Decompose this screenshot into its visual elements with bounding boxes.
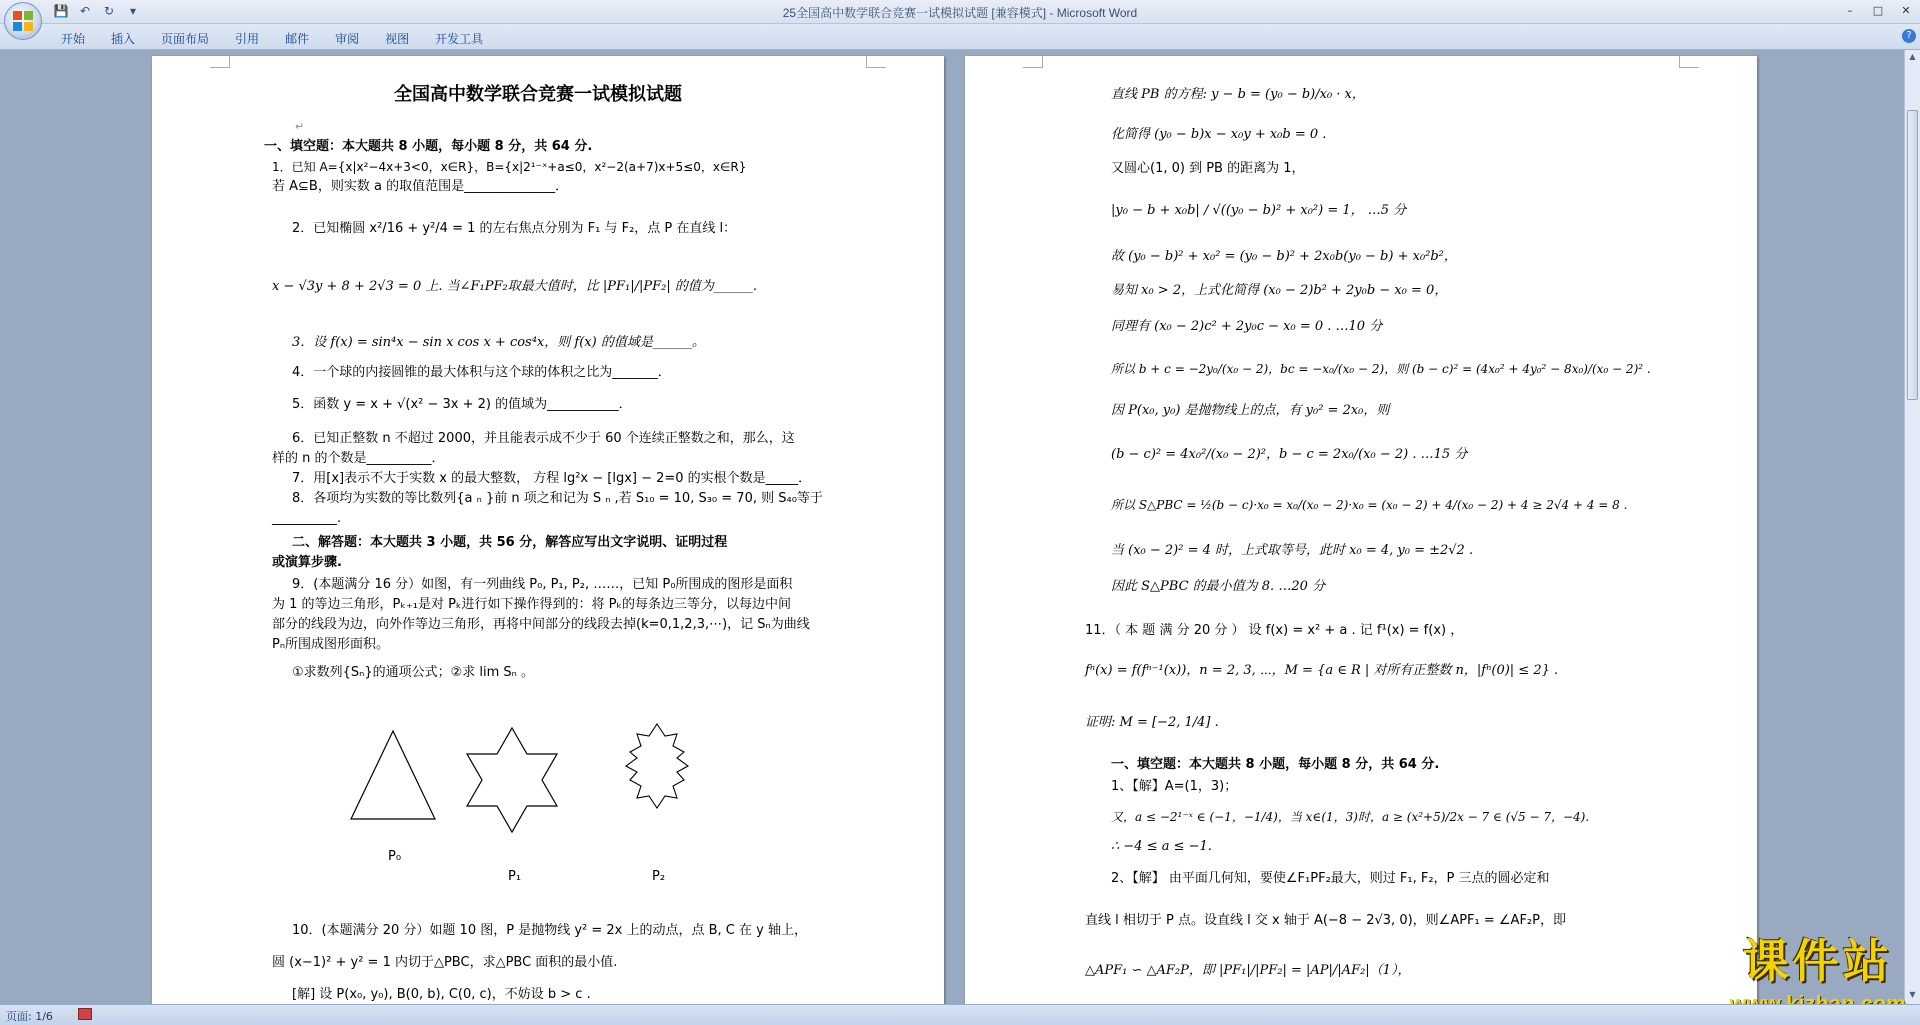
watermark-brand: 课件站 — [1742, 934, 1893, 988]
question-4: 4．一个球的内接圆锥的最大体积与这个球的体积之比为_______． — [292, 365, 671, 380]
tab-review[interactable]: 审阅 — [335, 32, 360, 46]
answer-2-line-1: 2、【解】 由平面几何知，要使∠F₁PF₂最大，则过 F₁, F₂，P 三点的圆必定和 — [1111, 871, 1550, 886]
question-8-line-1: 8．各项均为实数的等比数列{a ₙ }前 n 项之和记为 S ₙ ,若 S₁₀ = 10, S₃₀ = 70, 则 S₄₀等于 — [292, 491, 823, 506]
margin-corner — [1023, 56, 1043, 68]
figure-p0-triangle — [351, 731, 435, 819]
question-9-line-2: 为 1 的等边三角形，Pₖ₊₁是对 Pₖ进行如下操作得到的：将 Pₖ的每条边三等分，以每边中间 — [272, 597, 791, 612]
question-2-line-1: 2．已知椭圆 x²/16 + y²/4 = 1 的左右焦点分别为 F₁ 与 F₂，点 P 在直线 l： — [292, 221, 737, 236]
question-1-line-2: 若 A⊆B，则实数 a 的取值范围是______________． — [272, 179, 569, 194]
question-2-line-2: x − √3y + 8 + 2√3 = 0 上. 当∠F₁PF₂取最大值时，比 |PF₁|/|PF₂| 的值为______. — [272, 279, 757, 294]
vertical-scrollbar[interactable] — [1904, 50, 1920, 1004]
question-8-line-2: __________. — [272, 511, 342, 526]
tab-view[interactable]: 视图 — [385, 32, 410, 46]
question-6-line-2: 样的 n 的个数是__________． — [272, 451, 445, 466]
scrollbar-thumb[interactable] — [1907, 110, 1918, 400]
solution-line-4: |y₀ − b + x₀b| / √((y₀ − b)² + x₀²) = 1， …5 分 — [1111, 203, 1407, 218]
section-heading: 一、填空题：本大题共 8 小题，每小题 8 分，共 64 分. — [264, 139, 593, 154]
tab-home[interactable]: 开始 — [61, 32, 86, 46]
figure-label-p2: P₂ — [652, 869, 666, 884]
minimize-button[interactable]: – — [1847, 3, 1853, 17]
figure-p2-snowflake — [626, 724, 688, 808]
paragraph-mark: ↵ — [295, 120, 305, 133]
answer-1-line-2: 又，a ≤ −2¹⁻ˣ ∈ (−1，−1/4)，当 x∈(1，3)时，a ≥ (x²+5)/2x − 7 ∈ (√5 − 7，−4). — [1111, 810, 1590, 824]
maximize-button[interactable]: □ — [1872, 3, 1884, 17]
tab-references[interactable]: 引用 — [235, 32, 260, 46]
question-11-line-3: 证明: M = [−2, 1/4] . — [1085, 715, 1219, 730]
page-2 — [965, 56, 1757, 1004]
window-title: 25全国高中数学联合竞赛一试模拟试题 [兼容模式] - Microsoft Word — [782, 6, 1138, 20]
help-icon[interactable]: ? — [1902, 29, 1916, 43]
question-10-solution-start: [解] 设 P(x₀, y₀), B(0, b), C(0, c)，不妨设 b > c . — [292, 987, 591, 1002]
title-bar — [0, 0, 1920, 24]
solution-line-2: 化简得 (y₀ − b)x − x₀y + x₀b = 0 . — [1111, 127, 1327, 142]
solution-line-10: (b − c)² = 4x₀²/(x₀ − 2)²，b − c = 2x₀/(x₀ − 2) . …15 分 — [1111, 447, 1468, 462]
section-heading: 二、解答题：本大题共 3 小题，共 56 分，解答应写出文字说明、证明过程 — [292, 535, 728, 550]
question-11-line-2: fⁿ(x) = f(fⁿ⁻¹(x))，n = 2, 3, ⋯，M = {a ∈ R | 对所有正整数 n，|fⁿ(0)| ≤ 2} . — [1085, 663, 1559, 678]
redo-icon[interactable]: ↻ — [103, 4, 115, 18]
margin-corner — [1679, 56, 1699, 68]
question-3: 3．设 f(x) = sin⁴x − sin x cos x + cos⁴x，则 f(x) 的值域是______。 — [292, 335, 705, 350]
question-10-line-2: 圆 (x−1)² + y² = 1 内切于△PBC，求△PBC 面积的最小值. — [272, 955, 618, 970]
proofing-icon[interactable] — [78, 1008, 92, 1020]
solution-line-7: 同理有 (x₀ − 2)c² + 2y₀c − x₀ = 0 . …10 分 — [1111, 319, 1383, 334]
office-logo-icon — [13, 11, 33, 31]
tab-mailings[interactable]: 邮件 — [285, 32, 310, 46]
save-icon[interactable]: 💾 — [53, 4, 69, 18]
tab-page-layout[interactable]: 页面布局 — [161, 32, 210, 46]
page-count[interactable]: 页面: 1/6 — [6, 1010, 53, 1023]
window-controls — [1836, 0, 1920, 20]
question-9-line-3: 部分的线段为边，向外作等边三角形，再将中间部分的线段去掉(k=0,1,2,3,⋯)，记 Sₙ为曲线 — [272, 617, 810, 632]
ribbon — [0, 24, 1920, 50]
figure-label-p1: P₁ — [508, 869, 522, 884]
document-area — [0, 50, 1904, 1004]
solution-line-9: 因 P(x₀, y₀) 是抛物线上的点，有 y₀² = 2x₀，则 — [1111, 403, 1390, 418]
question-10-line-1: 10．(本题满分 20 分）如题 10 图，P 是抛物线 y² = 2x 上的动点，点 B, C 在 y 轴上， — [292, 923, 807, 938]
tab-insert[interactable]: 插入 — [111, 32, 136, 46]
scroll-down-icon[interactable]: ▼ — [1909, 990, 1916, 999]
solution-line-5: 故 (y₀ − b)² + x₀² = (y₀ − b)² + 2x₀b(y₀ − b) + x₀²b²， — [1111, 249, 1457, 264]
solution-line-13: 因此 S△PBC 的最小值为 8. …20 分 — [1111, 579, 1325, 594]
solution-line-12: 当 (x₀ − 2)² = 4 时，上式取等号，此时 x₀ = 4, y₀ = ±2√2 . — [1111, 543, 1474, 558]
close-button[interactable]: ✕ — [1901, 3, 1911, 17]
question-9-tasks: ①求数列{Sₙ}的通项公式；②求 lim Sₙ 。 — [292, 665, 534, 680]
answer-2-line-2: 直线 l 相切于 P 点。设直线 l 交 x 轴于 A(−8 − 2√3, 0)，则∠APF₁ = ∠AF₂P，即 — [1085, 913, 1566, 928]
scroll-up-icon[interactable]: ▲ — [1909, 52, 1916, 61]
question-6-line-1: 6．已知正整数 n 不超过 2000，并且能表示成不少于 60 个连续正整数之和，那么，这 — [292, 431, 795, 446]
customize-qat-icon[interactable]: ▾ — [129, 4, 137, 18]
answer-1-line-1: 1、【解】A=(1，3)； — [1111, 779, 1238, 794]
status-bar — [0, 1004, 1920, 1025]
solution-line-6: 易知 x₀ > 2，上式化简得 (x₀ − 2)b² + 2y₀b − x₀ = 0， — [1111, 283, 1448, 298]
question-9-line-4: Pₙ所围成图形面积。 — [272, 637, 390, 652]
solution-line-11: 所以 S△PBC = ½(b − c)·x₀ = x₀/(x₀ − 2)·x₀ = (x₀ − 2) + 4/(x₀ − 2) + 4 ≥ 2√4 + 4 = 8 . — [1111, 498, 1628, 512]
undo-icon[interactable]: ↶ — [79, 4, 91, 18]
curve-figures — [332, 706, 812, 846]
office-button[interactable] — [4, 2, 42, 40]
answer-section-heading: 一、填空题：本大题共 8 小题，每小题 8 分，共 64 分. — [1111, 757, 1440, 772]
figure-p1-star — [467, 728, 557, 832]
ribbon-tabs — [48, 28, 496, 49]
answer-1-line-3: ∴ −4 ≤ a ≤ −1. — [1111, 839, 1212, 854]
page-title: 全国高中数学联合竞赛一试模拟试题 — [394, 84, 682, 105]
solution-line-8: 所以 b + c = −2y₀/(x₀ − 2)，bc = −x₀/(x₀ − 2)，则 (b − c)² = (4x₀² + 4y₀² − 8x₀)/(x₀ − 2)² . — [1111, 362, 1651, 376]
solution-line-3: 又圆心(1, 0) 到 PB 的距离为 1， — [1111, 161, 1305, 176]
question-9-line-1: 9．(本题满分 16 分）如图，有一列曲线 P₀, P₁, P₂, ……，已知 P₀所围成的图形是面积 — [292, 577, 793, 592]
tab-developer[interactable]: 开发工具 — [435, 32, 484, 46]
page-1 — [152, 56, 944, 1004]
question-11-line-1: 11．（ 本 题 满 分 20 分 ） 设 f(x) = x² + a . 记 f¹(x) = f(x) ， — [1085, 623, 1464, 638]
figure-label-p0: P₀ — [388, 849, 402, 864]
question-5: 5．函数 y = x + √(x² − 3x + 2) 的值域为___________． — [292, 397, 632, 412]
section-heading-cont: 或演算步骤. — [272, 555, 342, 570]
margin-corner — [866, 56, 886, 68]
answer-2-line-3: △APF₁ ∽ △AF₂P，即 |PF₁|/|PF₂| = |AP|/|AF₂|（1）， — [1085, 963, 1411, 978]
question-1-line-1: 1．已知 A={x|x²−4x+3<0，x∈R}，B={x|2¹⁻ˣ+a≤0，x²−2(a+7)x+5≤0，x∈R} — [272, 160, 747, 174]
question-7: 7．用[x]表示不大于实数 x 的最大整数， 方程 lg²x − [lgx] − 2=0 的实根个数是_____． — [292, 471, 812, 486]
margin-corner — [210, 56, 230, 68]
solution-line-1: 直线 PB 的方程: y − b = (y₀ − b)/x₀ · x， — [1111, 87, 1365, 102]
